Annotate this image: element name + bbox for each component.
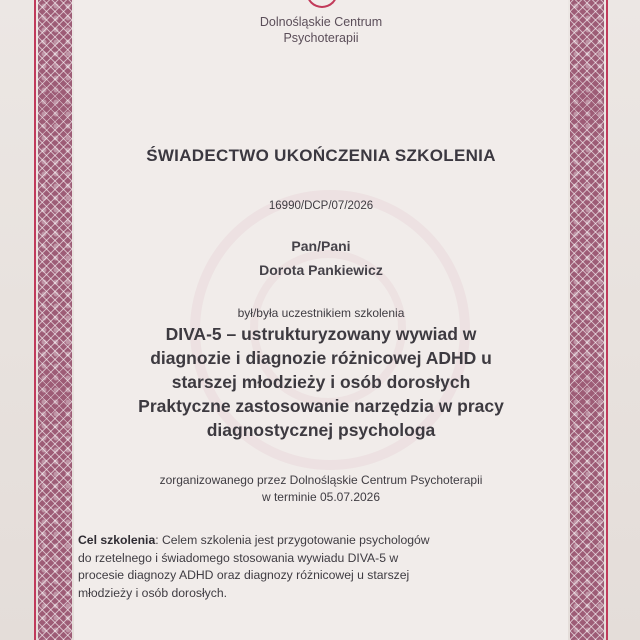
- org-name-line2: Psychoterapii: [283, 31, 359, 45]
- course-date: w terminie 05.07.2026: [261, 490, 381, 504]
- goal-line: [78, 532, 564, 550]
- goal-line: do rzetelnego i świadomego stosowania wywiadu DIVA-5 w: [78, 550, 399, 565]
- right-accent-line: [606, 0, 608, 640]
- organization-header: [74, 14, 568, 46]
- course-title-line: diagnozie i diagnozie różnicowej ADHD u: [150, 348, 492, 368]
- goal-label: Cel szkolenia: [78, 533, 156, 547]
- goal-text: : Celem szkolenia jest przygotowanie psychologów: [155, 533, 430, 547]
- course-title-line: starszej młodzieży i osób dorosłych: [171, 372, 471, 392]
- certificate-title: ŚWIADECTWO UKOŃCZENIA SZKOLENIA: [146, 146, 496, 165]
- course-title-line: diagnostycznej psychologa: [206, 420, 436, 440]
- right-ornamental-border: [570, 0, 604, 640]
- course-title: [74, 322, 568, 442]
- participant-text: był/była uczestnikiem szkolenia: [237, 306, 405, 320]
- org-name-line1: Dolnośląskie Centrum: [259, 15, 383, 29]
- goal-line: młodzieży i osób dorosłych.: [78, 585, 228, 600]
- course-title-line: Praktyczne zastosowanie narzędzia w pracy: [138, 396, 504, 416]
- left-accent-line: [34, 0, 36, 640]
- salutation: Pan/Pani: [291, 238, 351, 254]
- course-title-line: DIVA-5 – ustrukturyzowany wywiad w: [165, 324, 477, 344]
- organizer-text: zorganizowanego przez Dolnośląskie Centrum Psychoterapii: [159, 473, 483, 487]
- left-ornamental-border: [38, 0, 72, 640]
- training-goal: [78, 532, 564, 602]
- certificate-number: 16990/DCP/07/2026: [268, 200, 374, 212]
- organizer-block: [74, 472, 568, 506]
- recipient-name: Dorota Pankiewicz: [259, 262, 383, 278]
- goal-line: procesie diagnozy ADHD oraz diagnozy różnicowej u starszej: [78, 568, 410, 582]
